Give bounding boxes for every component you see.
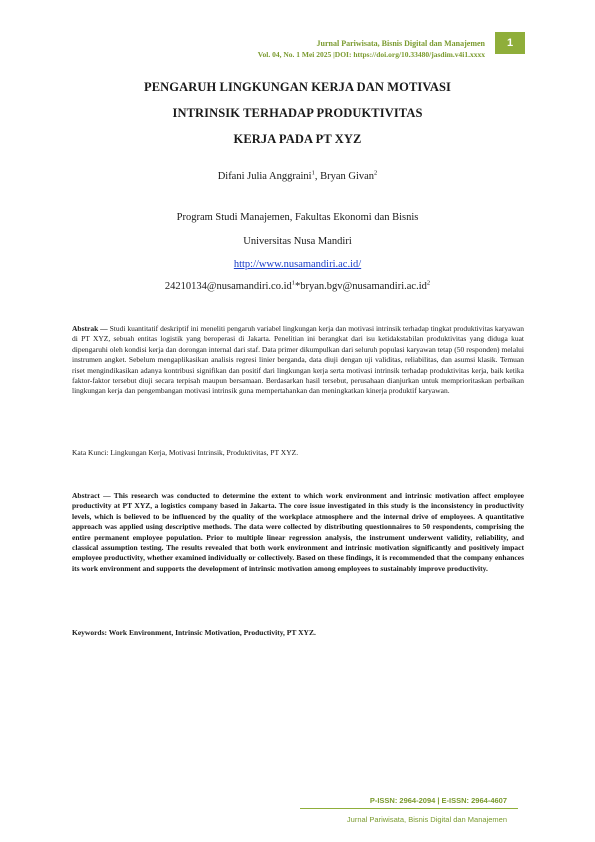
paper-title [60,74,535,152]
email: *bryan.bgv@nusamandiri.ac.id [295,281,427,292]
affiliation-program: Program Studi Manajemen, Fakultas Ekonomi dan Bisnis [176,212,419,223]
journal-name: Jurnal Pariwisata, Bisnis Digital dan Manajemen [316,39,485,48]
abstract-body: This research was conducted to determine the extent to which work environment and intrinsic motivation affect employee productivity at PT XYZ, a logistics company based in Jakarta. The core issue investigated in this study is the inconsistency in productivity levels, which is believed to be influenced by the quality of the workplace atmosphere and the internal drive of employees. A quantitative approach was applied using descriptive methods. The data were collected by distributing questionnaires to 50 respondents, comprising the entire permanent employee population. Prior to multiple linear regression analysis, the instrument underwent validity, reliability, and classical assumption testing. The results revealed that both work environment and intrinsic motivation significantly and positively impact employee productivity, whether examined individually or collectively. Based on these findings, it is recommended that the company enhances its work environment and supports the development of intrinsic motivation among employees to sustainably improve productivity. [72,491,524,573]
abstract-indonesian [72,324,524,397]
university-link[interactable]: http://www.nusamandiri.ac.id/ [233,259,362,270]
page-number-badge: 1 [495,32,525,54]
footer-divider [300,808,518,809]
title-line: PENGARUH LINGKUNGAN KERJA DAN MOTIVASI [143,80,452,94]
author-affil-mark: 2 [374,169,378,177]
abstract-lead: Abstrak — [72,324,110,333]
footer-journal-name: Jurnal Pariwisata, Bisnis Digital dan Manajemen [346,815,507,824]
email-mark: 1 [291,279,296,287]
title-line: INTRINSIK TERHADAP PRODUKTIVITAS [172,106,423,120]
abstract-lead: Abstract — [72,491,114,500]
author-list [60,171,535,182]
author-emails [60,281,535,292]
email: 24210134@nusamandiri.co.id [164,281,292,292]
affiliation-url-line [60,259,535,270]
affiliation-university: Universitas Nusa Mandiri [243,236,352,247]
author-name: Difani Julia Anggraini [217,171,312,182]
running-header [258,38,485,60]
email-mark: 2 [426,279,431,287]
author-separator: , [314,171,321,182]
author-name: Bryan Givan [320,171,375,182]
abstract-english [72,491,524,574]
keywords-english: Keywords: Work Environment, Intrinsic Motivation, Productivity, PT XYZ. [72,628,316,637]
title-line: KERJA PADA PT XYZ [233,132,362,146]
volume-doi: Vol. 04, No. 1 Mei 2025 |DOI: https://doi.org/10.33480/jasdim.v4i1.xxxx [257,50,485,59]
keywords-indonesian: Kata Kunci: Lingkungan Kerja, Motivasi Intrinsik, Produktivitas, PT XYZ. [72,448,299,457]
footer-issn: P-ISSN: 2964-2094 | E-ISSN: 2964-4607 [369,796,507,805]
author-affil-mark: 1 [311,169,315,177]
abstract-body: Studi kuantitatif deskriptif ini meneliti pengaruh variabel lingkungan kerja dan motivasi intrinsik terhadap tingkat produktivitas karyawan di PT XYZ, sebuah entitas logistik yang beroperasi di Jakarta. Penelitian ini berangkat dari isu ketidakstabilan produktivitas yang diduga kuat dipengaruhi oleh kondisi kerja dan dorongan internal dari staf. Data primer dikumpulkan dari seluruh populasi karyawan tetap (50 responden) melalui instrumen angket. Sebelum mengaplikasikan analisis regresi linier berganda, data diuji dengan uji validitas, reliabilitas, dan asumsi klasik. Temuan riset mengindikasikan adanya kontribusi signifikan dan positif dari lingkungan kerja serta motivasi intrinsik terhadap produktivitas kerja, baik ketika faktor-faktor tersebut diuji secara terpisah maupun bersamaan. Berdasarkan hasil tersebut, perusahaan dianjurkan untuk memprioritaskan perbaikan lingkungan kerja dan pengembangan motivasi intrinsik guna mempertahankan dan meningkatkan kinerja produktif karyawan. [72,324,524,396]
